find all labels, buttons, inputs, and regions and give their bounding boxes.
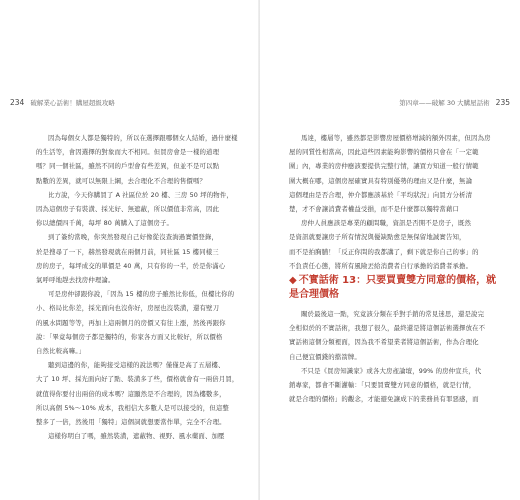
text-line: 自己便宜價錢的擋箭牌。: [289, 352, 361, 361]
paragraph: [36, 287, 250, 358]
paragraph: [289, 131, 503, 216]
text-line: 自然比較高嘛。」: [36, 347, 86, 356]
text-line: 屋的同質性相當高，因此這些因素能夠影響的價格只會在「一定範: [289, 148, 479, 157]
text-line: 因為這個房子有裝潢、採光好、無遮蔽，所以價值非常高，因此: [36, 205, 220, 214]
text-line: 馬達，樓層等，雖然都是影響房屋價格增減的額外因素，但因為房: [301, 134, 491, 142]
text-line: 而不是拍胸脯！「反正你問的我都講了，剩下就是你自己的事」的: [289, 247, 479, 256]
text-line: 銷專家，都會不斷灌輸：「只要買賣雙方同意的價格，就是行情，: [289, 381, 476, 390]
text-line: 的風水問題等等，再加上這兩個月的房價又有往上漲，然後再跟你: [36, 318, 226, 327]
text-line: 是資訊就要讓房子所有情況與優缺點愈是無保留地誠實告知，: [289, 233, 466, 242]
text-line: 大了 10 坪、採光面向好了點、裝潢多了些，價格就會有一兩倍月買，: [36, 375, 239, 384]
text-line: 楚，才不會讓消費者權益受損，而不是什麼都以獨特當藉口: [289, 205, 460, 214]
text-line: 關於最後這一點，究竟該分類在乎對手銷的常見迷思，還是說完: [301, 310, 485, 318]
text-line: 這樣你明白了嗎，雖然裝潢，遮蔽物、視野、風水藥面、加壓: [48, 432, 225, 441]
text-line: 嗎？同一個社區，雖然不同的戶型會有些差異，但並不是可以點: [36, 162, 220, 171]
text-line: 整多了一倍，然後用「獨特」這個詞就想要當作單，完全不合理。: [36, 418, 226, 427]
text-line: 不只是《買房知識家》或各大房產論壇，99% 的房仲宣兵，代: [301, 366, 482, 375]
right-page-header: [399, 98, 510, 107]
paragraph: [36, 188, 250, 231]
paragraph: [36, 358, 250, 429]
text-line: 到了簽約當晚，你突然發現自己好像從沒查詢過實價登錄，: [48, 233, 219, 242]
text-line: 點數的差異，就可以無限上綱，去合理化不合理的售價嗎？: [36, 176, 207, 185]
text-line: 這個理由是否合理，仲介都應該基於「平均狀況」向買方分析清: [289, 190, 473, 199]
right-body-text-top: [289, 131, 503, 273]
right-page-number: 235: [495, 98, 510, 107]
paragraph: [289, 364, 503, 407]
text-line: 小、格局比你差，採光面向也沒你好，房屋也沒裝潢，還有壁刀: [36, 304, 220, 313]
text-line: 可是房仲卻跟你說，「因為 15 樓的房子雖然比你低，但樓比你的: [48, 290, 235, 299]
left-page-header: [10, 98, 115, 107]
text-line: 圍」內，專業的房仲應該要提供完整行情，讓買方知道一般行情範: [289, 162, 479, 171]
left-page-number: 234: [10, 98, 25, 107]
left-body-text: [36, 131, 250, 443]
text-line: 你以總價四千萬，每坪 80 萬購入了這個房子。: [36, 219, 174, 228]
section-heading-text: 不實話術 13：只要買賣雙方同意的價格，就是合理價格: [289, 275, 497, 300]
paragraph: [36, 131, 250, 188]
text-line: 聽到這邊的你，能夠接受這樣的說法嗎？僅僅是高了五層樓、: [48, 361, 225, 370]
paragraph: [289, 216, 503, 273]
right-running-title: 第四章——破解 30 大購屋話術: [399, 99, 490, 107]
text-line: 因為每個女人都是獨特的，所以在選擇跟哪個女人結婚，過什麼樣: [48, 134, 238, 142]
paragraph: [36, 230, 250, 287]
paragraph: [289, 307, 503, 364]
section-heading: [289, 274, 503, 302]
right-body-text-bottom: [289, 307, 503, 406]
text-line: 實話術這個分類裡面，因為我不希望業者將這個話術，作為合理化: [289, 338, 479, 347]
text-line: 比方說，今天你購買了 A 社區位於 20 樓、三房 50 坪的物件，: [48, 190, 233, 199]
text-line: 就是合理的價格」的觀念，才能避免讓成下的業務員有罪惡感，而: [289, 395, 479, 404]
text-line: 不負責任心態，將所有風險丟給消費者自行承擔的消費者承擔。: [289, 261, 473, 270]
text-line: 的生活等，會因選擇的對象而大不相同。但買房會是一樣的道理: [36, 148, 220, 157]
text-line: 房仲人員應該是專業的顧問職，資訊是否開不是房子，既然: [301, 219, 472, 228]
text-line: 房的房子，每坪成交的單價是 40 萬，只有你的一半，於是你滿心: [36, 261, 226, 270]
left-running-title: 破解業心話術！購屋超級攻略: [30, 99, 115, 107]
text-line: 說：「畢竟每個房子都是獨特的，你家各方面又比較好，所以價格: [36, 332, 223, 341]
text-line: 氣呼呼地趕去找房仲理論。: [36, 276, 115, 285]
text-line: 就值得你要付出兩倍的成本嗎？這顯然是不合理的，因為樓數多，: [36, 389, 226, 398]
text-line: 全相似於的不實話術，我想了很久，最終還是將這個話術選擇放在不: [289, 324, 486, 333]
text-line: 圍大概在哪，這個房屋確實具有特別優勢的理由又是什麼，無論: [289, 176, 473, 185]
text-line: 於是搜尋了一下，赫然發現就在兩個月前，同社區 15 樓同樣三: [36, 247, 219, 256]
heading-bullet-icon: ◆: [289, 275, 297, 286]
text-line: 所以高個 5%～10% 成本，我相信大多數人是可以接受的，但這整: [36, 403, 229, 412]
paragraph: [36, 429, 250, 443]
